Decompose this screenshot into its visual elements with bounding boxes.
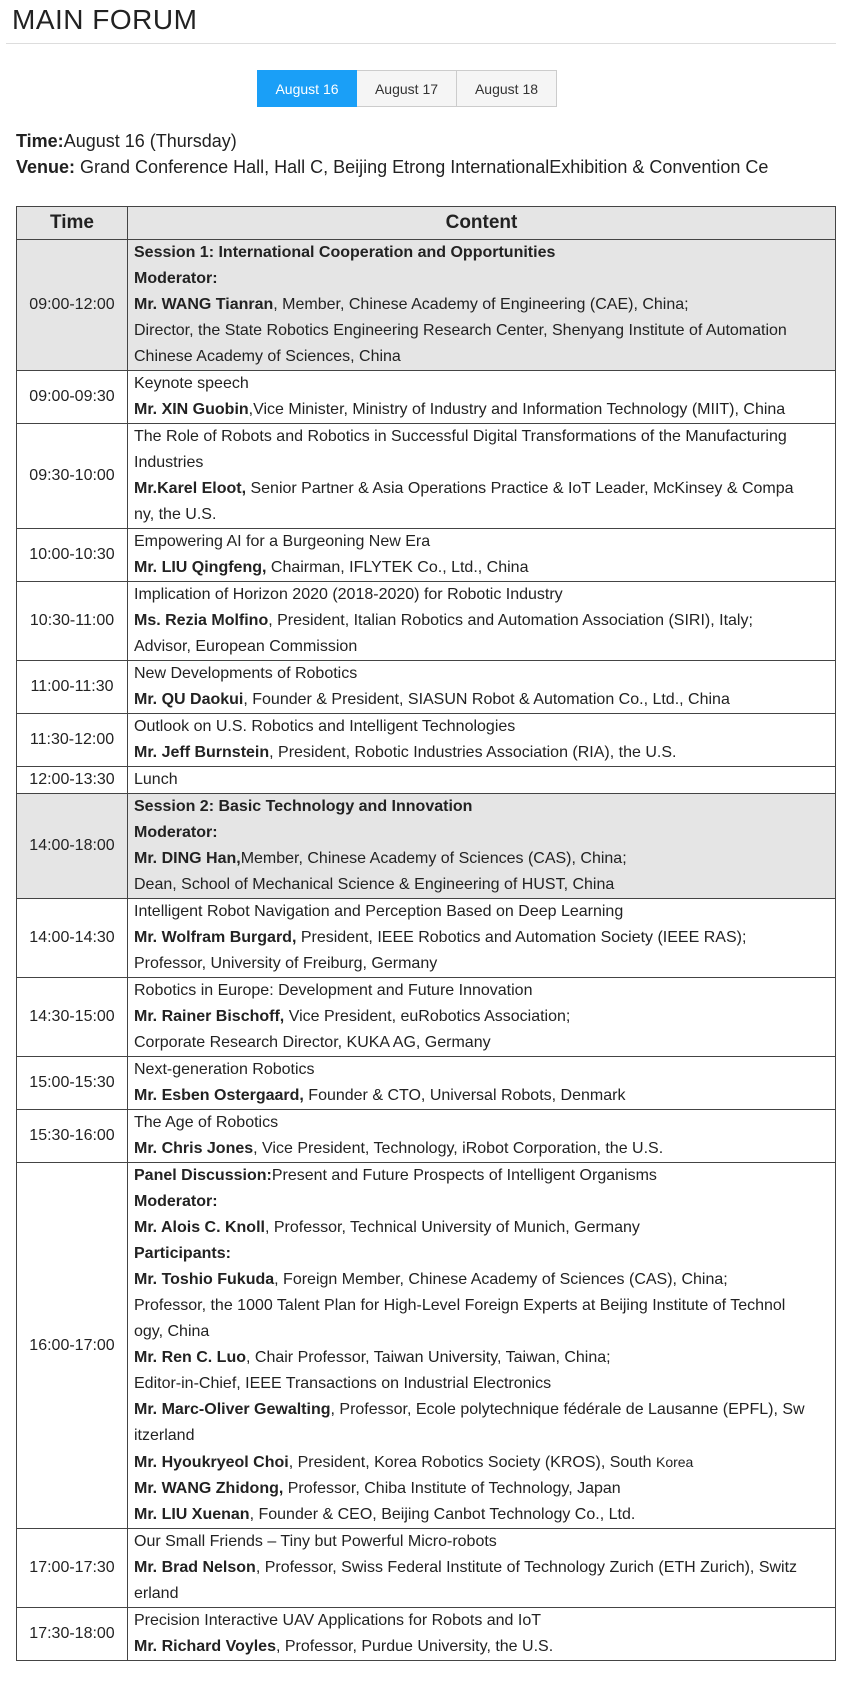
bold-text: Mr. Alois C. Knoll (134, 1219, 265, 1236)
table-row (17, 1529, 836, 1608)
table-row (17, 582, 836, 661)
text-segment: Lunch (134, 771, 178, 788)
content-line (134, 899, 829, 925)
text-segment: , Founder & CEO, Beijing Canbot Technology Co., Ltd. (249, 1506, 636, 1523)
content-line (134, 1555, 829, 1581)
text-segment: Our Small Friends – Tiny but Powerful Micro-robots (134, 1533, 497, 1550)
text-segment: , Professor, Swiss Federal Institute of Technology Zurich (ETH Zurich), Switz (255, 1559, 798, 1576)
table-row (17, 978, 836, 1057)
content-line (134, 951, 829, 977)
text-segment: Robotics in Europe: Development and Future Innovation (134, 982, 533, 999)
time-cell: 11:30-12:00 (17, 714, 128, 767)
content-cell (128, 794, 836, 899)
text-segment: itzerland (134, 1427, 195, 1444)
content-cell (128, 899, 836, 978)
content-cell (128, 529, 836, 582)
content-line (134, 820, 829, 846)
table-row (17, 529, 836, 582)
content-cell (128, 1163, 836, 1529)
content-line (134, 634, 829, 660)
session-row (17, 240, 836, 371)
bold-text: Participants: (134, 1245, 231, 1262)
content-cell (128, 1057, 836, 1110)
table-row (17, 1163, 836, 1529)
time-cell: 17:00-17:30 (17, 1529, 128, 1608)
content-column-header: Content (128, 207, 836, 240)
bold-text: Panel Discussion: (134, 1167, 272, 1184)
text-segment: , Professor, Ecole polytechnique fédérale de Lausanne (EPFL), Sw (330, 1401, 805, 1418)
content-line (134, 925, 829, 951)
content-cell (128, 371, 836, 424)
bold-text: Session 1: International Cooperation and Opportunities (134, 244, 556, 261)
bold-text: Mr. Brad Nelson (134, 1559, 256, 1576)
content-line (134, 1163, 829, 1189)
table-header-row (17, 207, 836, 240)
bold-text: Mr. Wolfram Burgard, (134, 929, 297, 946)
time-cell: 09:30-10:00 (17, 424, 128, 529)
bold-text: Mr. WANG Zhidong, (134, 1480, 284, 1497)
content-line (134, 476, 829, 502)
text-segment: , President, Robotic Industries Association (RIA), the U.S. (269, 744, 677, 761)
bold-text: Session 2: Basic Technology and Innovation (134, 798, 473, 815)
content-line (134, 1083, 829, 1109)
text-segment: Advisor, European Commission (134, 638, 358, 655)
bold-text: Mr.Karel Eloot, (134, 480, 247, 497)
content-line (134, 424, 829, 450)
time-value: August 16 (Thursday) (63, 131, 237, 151)
text-segment: Founder & CTO, Universal Robots, Denmark (303, 1087, 626, 1104)
text-segment: Corporate Research Director, KUKA AG, Germany (134, 1034, 491, 1051)
content-line (134, 846, 829, 872)
content-line (134, 1423, 829, 1449)
table-row (17, 371, 836, 424)
content-line (134, 687, 829, 713)
text-segment: Dean, School of Mechanical Science & Engineering of HUST, China (134, 876, 615, 893)
time-cell: 09:00-12:00 (17, 240, 128, 371)
content-line (134, 266, 829, 292)
text-segment: , Chair Professor, Taiwan University, Taiwan, China; (246, 1349, 611, 1366)
time-column-header: Time (17, 207, 128, 240)
content-cell (128, 978, 836, 1057)
bold-text: Mr. QU Daokui (134, 691, 244, 708)
text-segment: Industries (134, 454, 204, 471)
text-segment: , Foreign Member, Chinese Academy of Sciences (CAS), China; (274, 1271, 728, 1288)
table-row (17, 424, 836, 529)
text-segment: Next-generation Robotics (134, 1061, 315, 1078)
text-segment: The Role of Robots and Robotics in Successful Digital Transformations of the Manufacturing (134, 428, 787, 445)
bold-text: Mr. LIU Qingfeng, (134, 559, 267, 576)
content-line (134, 794, 829, 820)
bold-text: Mr. Ren C. Luo (134, 1349, 246, 1366)
table-row (17, 661, 836, 714)
bold-text: Moderator: (134, 824, 218, 841)
content-line (134, 1057, 829, 1083)
text-segment: Vice President, euRobotics Association; (284, 1008, 571, 1025)
bold-text: Mr. XIN Guobin (134, 401, 249, 418)
content-line (134, 344, 829, 370)
time-cell: 10:00-10:30 (17, 529, 128, 582)
bold-text: Mr. Jeff Burnstein (134, 744, 270, 761)
content-line (134, 582, 829, 608)
content-line (134, 292, 829, 318)
text-segment: Chairman, IFLYTEK Co., Ltd., China (266, 559, 529, 576)
content-line (134, 872, 829, 898)
content-line (134, 529, 829, 555)
content-line (134, 1189, 829, 1215)
bold-text: Mr. LIU Xuenan (134, 1506, 250, 1523)
content-line (134, 1267, 829, 1293)
content-line (134, 318, 829, 344)
text-segment: Intelligent Robot Navigation and Perception Based on Deep Learning (134, 903, 624, 920)
text-segment: Chinese Academy of Sciences, China (134, 348, 401, 365)
bold-text: Mr. Toshio Fukuda (134, 1271, 275, 1288)
content-line (134, 1581, 829, 1607)
bold-text: Moderator: (134, 270, 218, 287)
text-segment: Director, the State Robotics Engineering Research Center, Shenyang Institute of Automation (134, 322, 787, 339)
content-line (134, 1345, 829, 1371)
table-row (17, 714, 836, 767)
time-cell: 14:00-18:00 (17, 794, 128, 899)
content-line (134, 1136, 829, 1162)
content-line (134, 1215, 829, 1241)
text-segment: Implication of Horizon 2020 (2018-2020) for Robotic Industry (134, 586, 563, 603)
text-segment: Professor, Chiba Institute of Technology, Japan (283, 1480, 621, 1497)
date-tabs (0, 70, 842, 107)
text-segment: The Age of Robotics (134, 1114, 279, 1131)
bold-text: Mr. DING Han, (134, 850, 241, 867)
text-segment: Empowering AI for a Burgeoning New Era (134, 533, 431, 550)
text-segment: , Member, Chinese Academy of Engineering (CAE), China; (273, 296, 689, 313)
content-cell (128, 1110, 836, 1163)
content-cell (128, 661, 836, 714)
content-cell (128, 424, 836, 529)
text-segment: , President, Italian Robotics and Automation Association (SIRI), Italy; (268, 612, 753, 629)
content-line (134, 661, 829, 687)
time-cell: 14:00-14:30 (17, 899, 128, 978)
bold-text: Ms. Rezia Molfino (134, 612, 269, 629)
bold-text: Moderator: (134, 1193, 218, 1210)
content-line (134, 1397, 829, 1423)
text-segment: New Developments of Robotics (134, 665, 358, 682)
text-segment: Editor-in-Chief, IEEE Transactions on Industrial Electronics (134, 1375, 552, 1392)
bold-text: Mr. Marc-Oliver Gewalting (134, 1401, 331, 1418)
content-line (134, 1634, 829, 1660)
content-line (134, 371, 829, 397)
venue-info (16, 154, 842, 180)
table-row (17, 1608, 836, 1661)
bold-text: Mr. WANG Tianran (134, 296, 274, 313)
text-segment: President, IEEE Robotics and Automation Society (IEEE RAS); (296, 929, 747, 946)
content-line (134, 1476, 829, 1502)
content-cell (128, 714, 836, 767)
content-line (134, 502, 829, 528)
time-cell: 10:30-11:00 (17, 582, 128, 661)
time-label: Time: (16, 131, 64, 151)
time-cell: 12:00-13:30 (17, 767, 128, 794)
event-info (16, 128, 842, 180)
content-line (134, 978, 829, 1004)
content-line (134, 1529, 829, 1555)
content-line (134, 1030, 829, 1056)
content-line (134, 1608, 829, 1634)
text-segment: Outlook on U.S. Robotics and Intelligent Technologies (134, 718, 516, 735)
time-cell: 17:30-18:00 (17, 1608, 128, 1661)
content-line (134, 1319, 829, 1345)
text-segment: , Vice President, Technology, iRobot Corporation, the U.S. (253, 1140, 664, 1157)
content-line (134, 1449, 829, 1476)
time-cell: 16:00-17:00 (17, 1163, 128, 1529)
text-segment: Precision Interactive UAV Applications for Robots and IoT (134, 1612, 542, 1629)
text-segment: Senior Partner & Asia Operations Practice & IoT Leader, McKinsey & Compa (246, 480, 794, 497)
content-line (134, 608, 829, 634)
time-cell: 14:30-15:00 (17, 978, 128, 1057)
table-row (17, 899, 836, 978)
content-cell (128, 767, 836, 794)
text-segment: erland (134, 1585, 179, 1602)
table-row (17, 1057, 836, 1110)
text-segment: ,Vice Minister, Ministry of Industry and Information Technology (MIIT), China (248, 401, 786, 418)
text-segment: Member, Chinese Academy of Sciences (CAS), China; (240, 850, 627, 867)
content-line (134, 1371, 829, 1397)
content-line (134, 1502, 829, 1528)
session-row (17, 794, 836, 899)
content-line (134, 714, 829, 740)
text-segment: Professor, the 1000 Talent Plan for High-Level Foreign Experts at Beijing Institute of Technol (134, 1297, 786, 1314)
schedule-table (16, 206, 836, 1661)
venue-label: Venue: (16, 157, 76, 177)
text-segment: , President, Korea Robotics Society (KROS), South (288, 1454, 656, 1471)
tab-august-16[interactable]: August 16 (257, 70, 357, 107)
tab-august-17[interactable]: August 17 (357, 70, 457, 107)
bold-text: Mr. Esben Ostergaard, (134, 1087, 304, 1104)
text-segment: , Founder & President, SIASUN Robot & Automation Co., Ltd., China (243, 691, 730, 708)
text-segment: ogy, China (134, 1323, 210, 1340)
content-line (134, 240, 829, 266)
bold-text: Mr. Richard Voyles (134, 1638, 276, 1655)
text-segment: , Professor, Purdue University, the U.S. (275, 1638, 554, 1655)
time-cell: 15:30-16:00 (17, 1110, 128, 1163)
time-cell: 15:00-15:30 (17, 1057, 128, 1110)
text-segment: Korea (655, 1454, 694, 1470)
text-segment: ny, the U.S. (134, 506, 217, 523)
bold-text: Mr. Hyoukryeol Choi (134, 1454, 289, 1471)
content-line (134, 1110, 829, 1136)
text-segment: Present and Future Prospects of Intelligent Organisms (271, 1167, 657, 1184)
text-segment: Professor, University of Freiburg, Germany (134, 955, 438, 972)
content-line (134, 1004, 829, 1030)
bold-text: Mr. Rainer Bischoff, (134, 1008, 285, 1025)
content-line (134, 397, 829, 423)
table-row (17, 767, 836, 794)
content-cell (128, 240, 836, 371)
time-cell: 09:00-09:30 (17, 371, 128, 424)
text-segment: , Professor, Technical University of Munich, Germany (264, 1219, 640, 1236)
content-line (134, 555, 829, 581)
content-line (134, 767, 829, 793)
text-segment: Keynote speech (134, 375, 249, 392)
table-row (17, 1110, 836, 1163)
schedule-body (17, 240, 836, 1661)
content-line (134, 740, 829, 766)
venue-value: Grand Conference Hall, Hall C, Beijing Etrong InternationalExhibition & Convention Ce (75, 157, 769, 177)
content-cell (128, 582, 836, 661)
content-cell (128, 1529, 836, 1608)
content-cell (128, 1608, 836, 1661)
bold-text: Mr. Chris Jones (134, 1140, 254, 1157)
tab-august-18[interactable]: August 18 (457, 70, 557, 107)
time-info (16, 128, 842, 154)
content-line (134, 1241, 829, 1267)
page-title: MAIN FORUM (6, 0, 836, 44)
time-cell: 11:00-11:30 (17, 661, 128, 714)
content-line (134, 1293, 829, 1319)
content-line (134, 450, 829, 476)
